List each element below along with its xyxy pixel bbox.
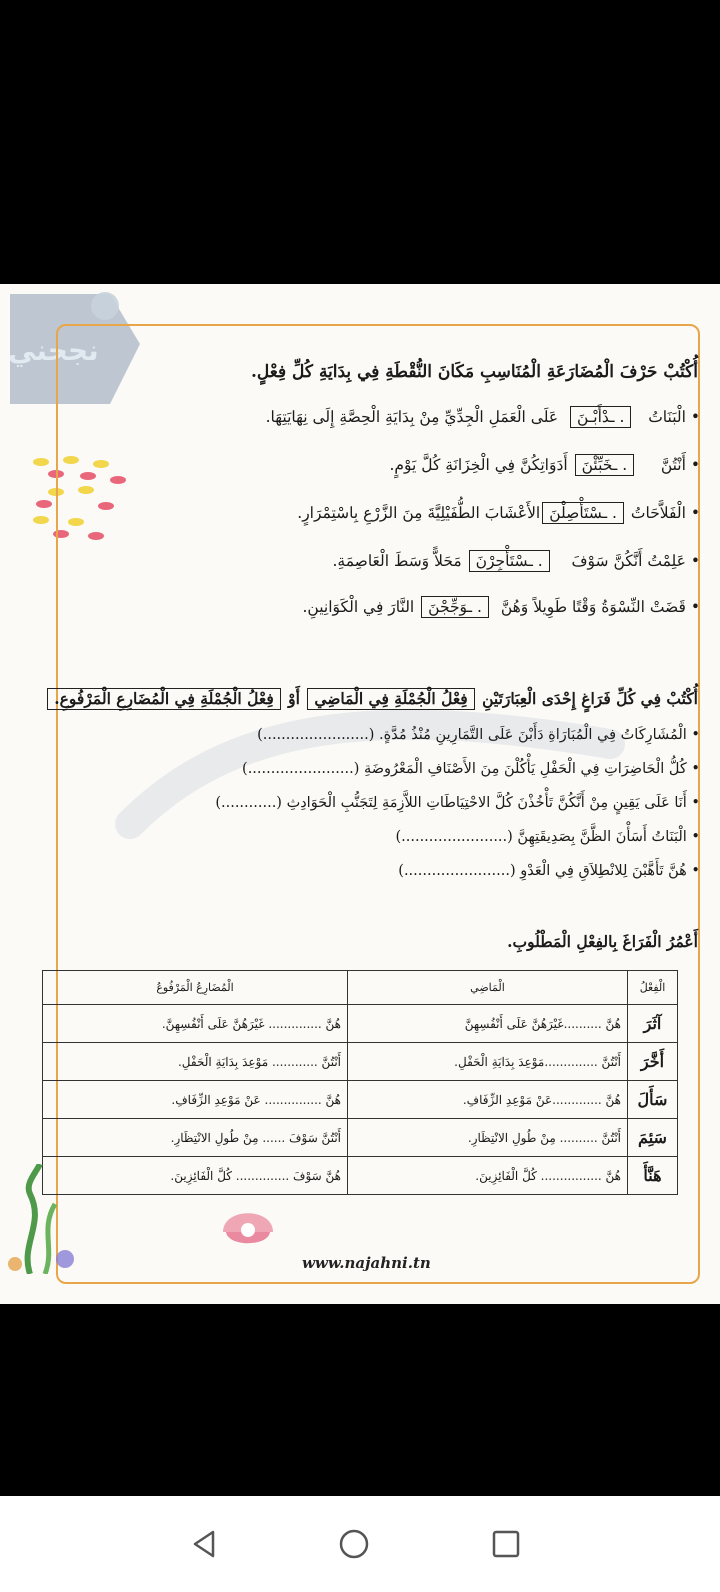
verb-cell: هَنَّأَ [628,1157,678,1195]
present-cell: أَنْتُنَّ ............ مَوْعِدَ بِدَايَةِ الْحَفْلِ. [43,1043,348,1081]
verb-cell: سَئِمَ [628,1119,678,1157]
heading-or: أَوْ [288,689,300,708]
android-navigation-bar [0,1496,720,1592]
bullet: • [685,456,700,474]
row-text: الْمُشَارِكَاتُ فِي الْمُبَارَاةِ دَأَبْنَ عَلَى التَّمَارِينِ مُنْذُ مُدَّةٍ. (.......................) [257,727,687,743]
present-cell: هُنَّ .............. غَيْرَهُنَّ عَلَى أَنْفُسِهِنَّ. [43,1005,348,1043]
row-subject: عَلِمْتُ أَنَّكُنَّ سَوْفَ [571,552,686,570]
exercise1-row [332,550,700,572]
exercise1-row [389,454,700,476]
back-icon[interactable] [184,1524,224,1564]
home-icon[interactable] [334,1524,374,1564]
answer-box: . ـسْتَأْصِلْنَ [542,502,624,524]
bullet: • [685,598,700,616]
row-text: الْبَنَاتُ أَسَأْنَ الظَّنَّ بِصَدِيقَتِهِنَّ (.......................) [395,829,687,845]
exercise2-row: • الْبَنَاتُ أَسَأْنَ الظَّنَّ بِصَدِيقَتِهِنَّ (.......................) [395,829,700,845]
exercise1-row [297,502,700,524]
shell-decoration-icon [218,1202,278,1252]
past-cell: هُنَّ ................ كُلَّ الْفَائِزِينَ. [348,1157,628,1195]
recents-icon[interactable] [486,1524,526,1564]
bullet: • [685,408,700,426]
exercise2-row: • كُلُّ الْحَاضِرَاتِ فِي الْحَفْلِ يَأْكُلْنَ مِنَ الأَصْنَافِ الْمَعْرُوضَةِ (.......................) [242,761,700,777]
exercise2-row: • الْمُشَارِكَاتُ فِي الْمُبَارَاةِ دَأَبْنَ عَلَى التَّمَارِينِ مُنْذُ مُدَّةٍ. (.......................) [257,727,700,743]
row-subject: قَضَتْ النِّسْوَةُ وَقْتًا طَوِيلاً وَهُنَّ [500,598,686,616]
option-box-past: فِعْلُ الْجُمْلَةِ فِي الْمَاضِي [307,688,474,710]
present-cell: أَنْتُنَّ سَوْفَ ...... مِنْ طُولِ الانْتِظَارِ. [43,1119,348,1157]
black-status-area [0,0,720,284]
column-present: الْمُضَارِعُ الْمَرْفُوعُ [43,971,348,1005]
answer-box: . ـدْأَبْـنَ [570,406,632,428]
bullet: • [685,552,700,570]
verbs-table [42,970,678,1195]
table-header-row [43,971,678,1005]
bullet: • [685,504,700,522]
table-row [43,1157,678,1195]
heading-text: أُكْتُبْ فِي كُلِّ فَرَاغٍ إِحْدَى الْعِبَارَتَيْنِ [482,689,698,708]
row-subject: الْفَلاَّحَاتُ [630,504,686,522]
row-rest: عَلَى الْعَمَلِ الْجِدِّيِّ مِنْ بِدَايَةِ الْحِصَّةِ إِلَى نِهَايَتِهَا. [265,408,559,426]
table-row [43,1005,678,1043]
verb-cell: آثَرَ [628,1005,678,1043]
exercise3-heading: أَعْمُرُ الْفَرَاغَ بِالفِعْلِ الْمَطْلُوبِ. [507,932,698,951]
exercise1-heading: أُكْتُبْ حَرْفَ الْمُضَارَعَةِ الْمُنَاسِبِ مَكَانَ النُّقْطَةِ فِي بِدَايَةِ كُلِّ فِعْلٍ. [251,362,698,382]
answer-box: . ـوَجِّجْنَ [421,596,489,618]
table-row [43,1043,678,1081]
seaweed-decoration-icon [0,1164,90,1274]
row-text: هُنَّ تَأَهَّبْنَ لِلانْطِلاَقِ فِي الْعَدْوِ (.......................) [398,863,687,879]
row-text: كُلُّ الْحَاضِرَاتِ فِي الْحَفْلِ يَأْكُلْنَ مِنَ الأَصْنَافِ الْمَعْرُوضَةِ (.......................) [242,761,687,777]
column-verb: الْفِعْلُ [628,971,678,1005]
row-rest: الأَعْشَابَ الطُّفَيْلِيَّةَ مِنَ الزَّرْعِ بِاسْتِمْرَارٍ. [297,504,541,522]
table-row [43,1081,678,1119]
exercise1-row [266,406,700,428]
exercise2-heading [45,688,698,710]
past-cell: هُنَّ ..........غَيْرَهُنَّ عَلَى أَنْفُسِهِنَّ [348,1005,628,1043]
exercise1-row [303,596,701,618]
verb-cell: سَأَلَ [628,1081,678,1119]
past-cell: أَنْتُنَّ ..............مَوْعِدَ بِدَايَةِ الْحَفْلِ. [348,1043,628,1081]
logo-text: نجحني [8,334,99,367]
present-cell: هُنَّ سَوْفَ .............. كُلَّ الْفَائِزِينَ. [43,1157,348,1195]
past-cell: أَنْتُنَّ .......... مِنْ طُولِ الانْتِظَارِ. [348,1119,628,1157]
row-subject: الْبَنَاتُ [648,408,686,426]
past-cell: هُنَّ .............عَنْ مَوْعِدِ الزِّفَافِ. [348,1081,628,1119]
row-subject: أَنْتُنَّ [660,456,686,474]
row-rest: مَحَلاًّ وَسَطَ الْعَاصِمَةِ. [332,552,462,570]
verb-cell: أَخَّرَ [628,1043,678,1081]
row-rest: النَّارَ فِي الْكَوَانِينِ. [302,598,415,616]
table-row [43,1119,678,1157]
worksheet-page [0,284,720,1304]
exercise2-row: • أَنَا عَلَى يَقِينٍ مِنْ أَنَّكُنَّ تَأْخُذْنَ كُلَّ الاحْتِيَاطَاتِ اللاَّزِمَةِ لِتَجَنُّبِ الْحَوَادِثِ (............) [215,795,700,811]
answer-box: . ـسْتَأْجِرْنَ [469,550,550,572]
row-text: أَنَا عَلَى يَقِينٍ مِنْ أَنَّكُنَّ تَأْخُذْنَ كُلَّ الاحْتِيَاطَاتِ اللاَّزِمَةِ لِتَجَنُّبِ الْحَوَادِثِ (............) [215,795,687,811]
exercise2-row: • هُنَّ تَأَهَّبْنَ لِلانْطِلاَقِ فِي الْعَدْوِ (.......................) [398,863,700,879]
footer-url: www.najahni.tn [302,1254,431,1272]
present-cell: هُنَّ ............... عَنْ مَوْعِدِ الزِّفَافِ. [43,1081,348,1119]
answer-box: . ـخَبِّئْنَ [575,454,635,476]
row-rest: أَدَوَاتِكُنَّ فِي الْخِزَانَةِ كُلَّ يَوْمٍ. [389,456,568,474]
column-past: الْمَاضِي [348,971,628,1005]
option-box-present: فِعْلُ الْجُمْلَةِ فِي الْمُضَارِعِ الْمَرْفُوعِ. [47,688,280,710]
